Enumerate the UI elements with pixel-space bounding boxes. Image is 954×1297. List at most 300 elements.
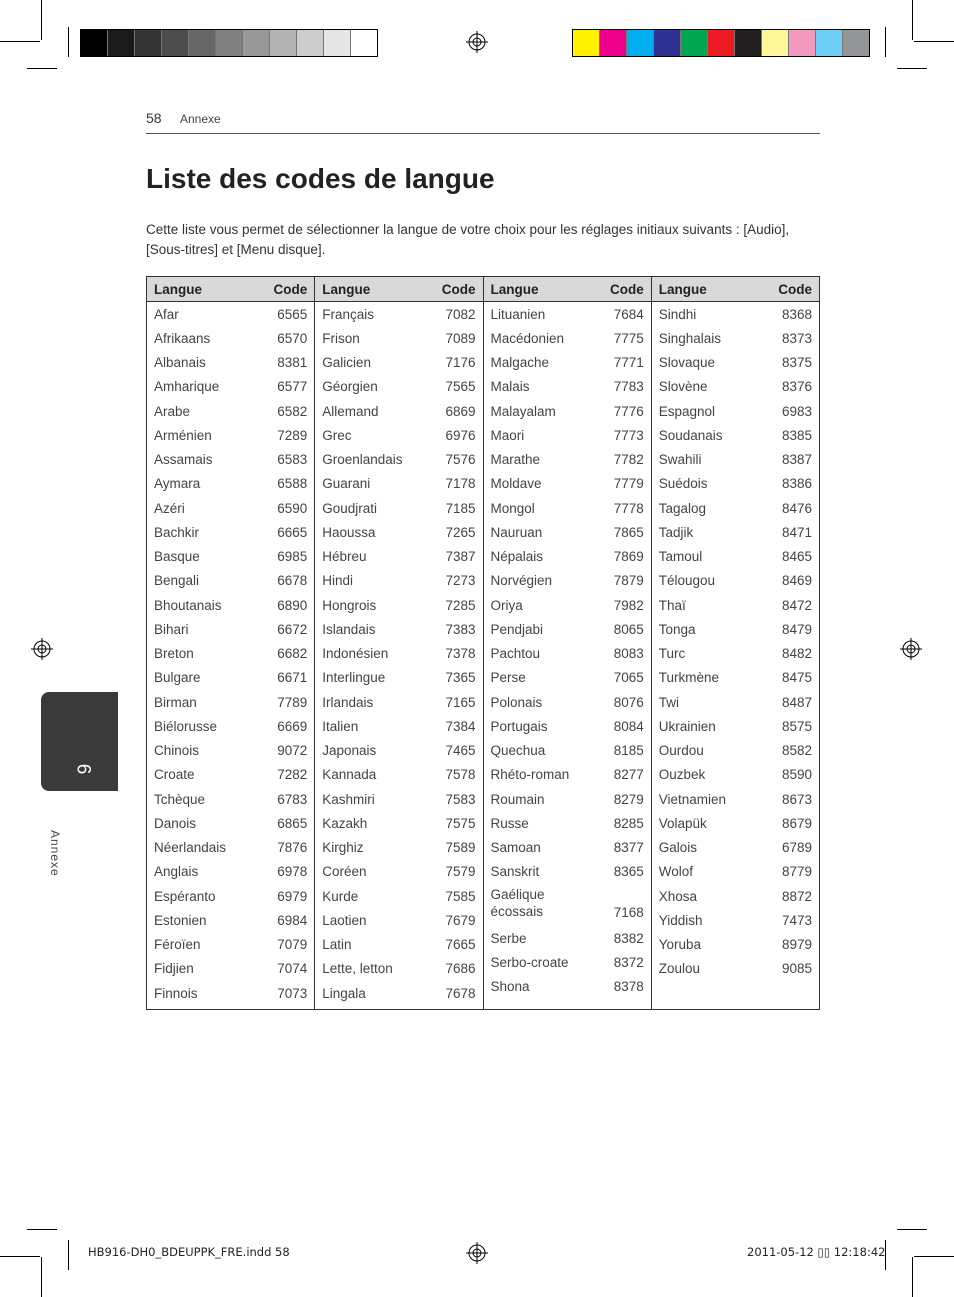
language-code: 8285	[613, 815, 644, 831]
language-name: Rhéto-roman	[490, 767, 570, 783]
table-header	[315, 277, 482, 302]
language-code: 6588	[277, 476, 308, 492]
language-name: Bengali	[154, 573, 200, 589]
table-row	[154, 642, 307, 666]
table-row	[659, 811, 812, 835]
table-column	[147, 277, 315, 1009]
table-row	[154, 714, 307, 738]
language-name: Singhalais	[658, 330, 722, 346]
footer-file: HB916-DH0_BDEUPPK_FRE.indd 58	[88, 1245, 290, 1259]
section-header: Annexe	[180, 112, 221, 126]
table-row	[322, 642, 475, 666]
language-name: Ouzbek	[658, 767, 706, 783]
language-name: Kazakh	[322, 815, 368, 831]
crop-mark	[897, 68, 927, 69]
language-code: 8375	[781, 355, 812, 371]
language-name: Tadjik	[658, 524, 694, 540]
language-code: 7679	[445, 912, 476, 928]
language-code: 8083	[613, 646, 644, 662]
swatch	[816, 30, 843, 56]
language-name: Albanais	[154, 355, 206, 371]
language-code: 7589	[445, 840, 476, 856]
language-name: Tamoul	[658, 549, 703, 565]
table-row	[154, 908, 307, 932]
language-name: Vietnamien	[658, 791, 727, 807]
table-row	[154, 884, 307, 908]
language-code: 8368	[781, 306, 812, 322]
language-name: Yoruba	[658, 937, 702, 953]
table-row	[491, 642, 644, 666]
language-name: Ukrainien	[658, 718, 716, 734]
language-code: 6978	[277, 864, 308, 880]
language-name: Chinois	[154, 743, 200, 759]
language-name: Guarani	[322, 476, 371, 492]
table-row	[154, 399, 307, 423]
table-row	[154, 326, 307, 350]
language-name: Samoan	[490, 840, 541, 856]
language-name: Galois	[658, 840, 698, 856]
crop-mark	[68, 1240, 69, 1270]
table-column	[652, 277, 819, 1009]
table-header	[147, 277, 314, 302]
language-code: 8582	[781, 743, 812, 759]
table-row	[659, 351, 812, 375]
table-row	[154, 593, 307, 617]
language-code: 7579	[445, 864, 476, 880]
swatch	[81, 30, 108, 56]
language-name: Finnois	[154, 985, 198, 1001]
language-name: Télougou	[658, 573, 716, 589]
table-row	[659, 593, 812, 617]
language-code: 7168	[613, 905, 644, 920]
language-code: 7383	[445, 621, 476, 637]
header-language: Langue	[490, 281, 539, 297]
language-code: 6789	[781, 840, 812, 856]
table-row	[322, 569, 475, 593]
language-code: 6983	[781, 403, 812, 419]
language-code: 6890	[277, 597, 308, 613]
table-row	[154, 981, 307, 1005]
language-name: Marathe	[490, 452, 541, 468]
language-code: 7773	[613, 427, 644, 443]
language-code: 7289	[277, 427, 308, 443]
language-code: 7876	[277, 840, 308, 856]
swatch	[654, 30, 681, 56]
language-code: 8065	[613, 621, 644, 637]
language-code: 6985	[277, 549, 308, 565]
language-code: 8673	[781, 791, 812, 807]
table-row	[322, 593, 475, 617]
table-row	[659, 690, 812, 714]
language-name: Macédonien	[490, 330, 565, 346]
table-row	[659, 302, 812, 326]
language-name: Sindhi	[658, 306, 697, 322]
chapter-label: Annexe	[48, 830, 62, 877]
table-column	[315, 277, 483, 1009]
language-code: 6583	[277, 452, 308, 468]
table-row	[154, 375, 307, 399]
crop-mark	[41, 0, 42, 40]
table-row	[322, 787, 475, 811]
language-name: Kashmiri	[322, 791, 375, 807]
table-row	[322, 836, 475, 860]
language-code: 7365	[445, 670, 476, 686]
language-code-table	[146, 276, 820, 1010]
swatch	[762, 30, 789, 56]
crop-mark	[41, 1257, 42, 1297]
crop-mark	[914, 1256, 954, 1257]
crop-mark	[912, 1257, 913, 1297]
language-name: Bachkir	[154, 524, 200, 540]
header-code: Code	[273, 281, 308, 297]
language-name: Népalais	[490, 549, 544, 565]
language-name: Portugais	[490, 718, 548, 734]
table-row	[491, 975, 644, 999]
table-row	[659, 326, 812, 350]
language-name: Arménien	[154, 427, 212, 443]
language-name: Espéranto	[154, 888, 216, 904]
language-code: 7779	[613, 476, 644, 492]
language-name: Frison	[322, 330, 360, 346]
language-name: Slovaque	[658, 355, 716, 371]
language-name: Oriya	[490, 597, 523, 613]
crop-mark	[897, 1229, 927, 1230]
language-name: Turkmène	[658, 670, 720, 686]
language-code: 6678	[277, 573, 308, 589]
table-row	[491, 617, 644, 641]
swatch	[135, 30, 162, 56]
language-code: 8382	[613, 930, 644, 946]
table-row	[659, 884, 812, 908]
language-code: 8387	[781, 452, 812, 468]
language-name: Swahili	[658, 452, 702, 468]
language-code: 7265	[445, 524, 476, 540]
table-row	[491, 836, 644, 860]
language-code: 8469	[781, 573, 812, 589]
language-name: Xhosa	[658, 888, 698, 904]
language-name: Pendjabi	[490, 621, 544, 637]
language-code: 9085	[781, 961, 812, 977]
language-name: Lituanien	[490, 306, 546, 322]
language-code: 8373	[781, 330, 812, 346]
table-row	[659, 496, 812, 520]
language-code: 7686	[445, 961, 476, 977]
language-code: 8377	[613, 840, 644, 856]
table-row	[154, 690, 307, 714]
language-code: 7578	[445, 767, 476, 783]
language-code: 7782	[613, 452, 644, 468]
footer-datetime: 2011-05-12 ▯▯ 12:18:42	[747, 1245, 886, 1259]
table-row	[322, 326, 475, 350]
swatch	[573, 30, 600, 56]
swatch	[789, 30, 816, 56]
language-name: Japonais	[322, 743, 377, 759]
table-row	[154, 496, 307, 520]
table-row	[491, 351, 644, 375]
table-row	[491, 666, 644, 690]
table-row	[322, 739, 475, 763]
language-name: Afrikaans	[154, 330, 211, 346]
language-name: Basque	[154, 549, 200, 565]
language-name: Bihari	[154, 621, 189, 637]
language-name: Wolof	[658, 864, 694, 880]
swatch	[162, 30, 189, 56]
table-row	[322, 811, 475, 835]
table-row	[491, 950, 644, 974]
language-code: 7778	[613, 500, 644, 516]
language-name: Volapük	[658, 815, 707, 831]
language-code: 8590	[781, 767, 812, 783]
language-name: Azéri	[154, 500, 185, 516]
table-row	[322, 763, 475, 787]
crop-mark	[914, 41, 954, 42]
table-row	[491, 714, 644, 738]
header-language: Langue	[322, 281, 371, 297]
language-name: Latin	[322, 937, 352, 953]
language-name: Tagalog	[658, 500, 707, 516]
language-code: 8679	[781, 815, 812, 831]
table-row	[659, 375, 812, 399]
language-name: Polonais	[490, 694, 543, 710]
language-name: Malayalam	[490, 403, 556, 419]
language-name: Nauruan	[490, 524, 543, 540]
language-name: Afar	[154, 306, 179, 322]
language-code: 7771	[613, 355, 644, 371]
language-code: 7789	[277, 694, 308, 710]
table-row	[322, 496, 475, 520]
language-code: 6682	[277, 646, 308, 662]
language-name: Bhoutanais	[154, 597, 222, 613]
language-code: 8376	[781, 379, 812, 395]
table-row	[491, 375, 644, 399]
language-name: Kirghiz	[322, 840, 364, 856]
table-row	[154, 836, 307, 860]
language-name: Shona	[490, 979, 530, 995]
language-code: 8479	[781, 621, 812, 637]
language-code: 8385	[781, 427, 812, 443]
language-code: 7387	[445, 549, 476, 565]
table-row	[491, 884, 644, 926]
table-row	[154, 763, 307, 787]
language-name: Biélorusse	[154, 718, 218, 734]
language-name: Néerlandais	[154, 840, 227, 856]
table-row	[154, 739, 307, 763]
table-row	[659, 908, 812, 932]
table-row	[322, 375, 475, 399]
language-name: Hongrois	[322, 597, 377, 613]
language-code: 7585	[445, 888, 476, 904]
language-name: Malais	[490, 379, 530, 395]
language-name: Pachtou	[490, 646, 541, 662]
swatch	[243, 30, 270, 56]
language-name: Estonien	[154, 912, 207, 928]
language-name: Goudjrati	[322, 500, 378, 516]
language-code: 8465	[781, 549, 812, 565]
table-row	[322, 399, 475, 423]
table-row	[154, 423, 307, 447]
language-code: 8279	[613, 791, 644, 807]
swatch	[108, 30, 135, 56]
language-code: 8386	[781, 476, 812, 492]
table-row	[659, 617, 812, 641]
language-code: 8084	[613, 718, 644, 734]
language-code: 8378	[613, 979, 644, 995]
table-row	[659, 933, 812, 957]
language-name: Mongol	[490, 500, 535, 516]
language-code: 8872	[781, 888, 812, 904]
table-row	[154, 811, 307, 835]
table-row	[154, 448, 307, 472]
language-name: Thaï	[658, 597, 686, 613]
table-row	[491, 496, 644, 520]
table-row	[491, 472, 644, 496]
table-row	[154, 351, 307, 375]
language-name: Lette, letton	[322, 961, 393, 977]
table-row	[154, 787, 307, 811]
language-code: 6665	[277, 524, 308, 540]
language-code: 7282	[277, 767, 308, 783]
table-row	[322, 884, 475, 908]
language-code: 7082	[445, 306, 476, 322]
language-code: 7576	[445, 452, 476, 468]
language-code: 6979	[277, 888, 308, 904]
language-name: Russe	[490, 815, 529, 831]
language-name: Hindi	[322, 573, 354, 589]
language-name: Français	[322, 306, 375, 322]
language-name: Grec	[322, 427, 352, 443]
language-name: Interlingue	[322, 670, 386, 686]
language-name: Zoulou	[658, 961, 701, 977]
registration-mark-icon	[466, 1242, 488, 1264]
table-row	[322, 448, 475, 472]
table-row	[154, 617, 307, 641]
language-code: 7879	[613, 573, 644, 589]
language-code: 6976	[445, 427, 476, 443]
language-code: 7783	[613, 379, 644, 395]
language-code: 8472	[781, 597, 812, 613]
language-code: 6865	[277, 815, 308, 831]
table-row	[659, 423, 812, 447]
table-row	[322, 472, 475, 496]
header-code: Code	[441, 281, 476, 297]
language-code: 7089	[445, 330, 476, 346]
swatch	[600, 30, 627, 56]
table-row	[322, 351, 475, 375]
language-code: 7775	[613, 330, 644, 346]
language-code: 6984	[277, 912, 308, 928]
table-row	[659, 448, 812, 472]
language-code: 7865	[613, 524, 644, 540]
table-row	[491, 763, 644, 787]
swatch	[189, 30, 216, 56]
language-name: Irlandais	[322, 694, 374, 710]
language-code: 7684	[613, 306, 644, 322]
table-row	[322, 957, 475, 981]
language-name: Serbe	[490, 930, 527, 946]
table-row	[322, 981, 475, 1005]
language-code: 7065	[613, 670, 644, 686]
header-code: Code	[610, 281, 644, 297]
language-name: Soudanais	[658, 427, 723, 443]
table-row	[322, 690, 475, 714]
table-row	[322, 617, 475, 641]
language-name: Allemand	[322, 403, 379, 419]
table-row	[322, 714, 475, 738]
language-name: Indonésien	[322, 646, 389, 662]
language-code: 6577	[277, 379, 308, 395]
language-code: 7982	[613, 597, 644, 613]
table-row	[491, 399, 644, 423]
table-row	[154, 569, 307, 593]
table-row	[659, 545, 812, 569]
language-code: 8979	[781, 937, 812, 953]
table-row	[491, 448, 644, 472]
language-code: 7273	[445, 573, 476, 589]
language-name: Danois	[154, 815, 197, 831]
table-row	[154, 520, 307, 544]
language-code: 6570	[277, 330, 308, 346]
language-name: Groenlandais	[322, 452, 403, 468]
table-row	[659, 763, 812, 787]
language-code: 8476	[781, 500, 812, 516]
table-row	[659, 520, 812, 544]
language-code: 8779	[781, 864, 812, 880]
language-code: 6590	[277, 500, 308, 516]
language-name: Géorgien	[322, 379, 378, 395]
crop-mark	[68, 27, 69, 57]
language-name: Tchèque	[154, 791, 206, 807]
language-code: 7583	[445, 791, 476, 807]
swatch	[351, 30, 377, 56]
language-code: 6565	[277, 306, 308, 322]
crop-mark	[27, 68, 57, 69]
language-name: Féroïen	[154, 937, 201, 953]
table-row	[659, 836, 812, 860]
language-name: Haoussa	[322, 524, 376, 540]
table-row	[322, 860, 475, 884]
language-code: 7565	[445, 379, 476, 395]
language-name: Bulgare	[154, 670, 201, 686]
swatch	[297, 30, 324, 56]
crop-mark	[27, 1229, 57, 1230]
language-name: Assamais	[154, 452, 213, 468]
language-name: Amharique	[154, 379, 220, 395]
registration-mark-icon	[31, 638, 53, 660]
table-row	[659, 642, 812, 666]
crop-mark	[0, 1256, 40, 1257]
swatch	[627, 30, 654, 56]
language-name: Aymara	[154, 476, 201, 492]
table-row	[659, 472, 812, 496]
swatch	[681, 30, 708, 56]
page-number: 58	[146, 110, 162, 126]
language-code: 8482	[781, 646, 812, 662]
language-code: 8471	[781, 524, 812, 540]
language-code: 7378	[445, 646, 476, 662]
language-code: 7473	[781, 912, 812, 928]
language-name: Kannada	[322, 767, 377, 783]
table-row	[322, 545, 475, 569]
crop-mark	[885, 27, 886, 57]
language-name: Moldave	[490, 476, 542, 492]
crop-mark	[0, 41, 40, 42]
chapter-number: 6	[72, 763, 94, 775]
table-row	[154, 957, 307, 981]
language-name: Italien	[322, 718, 359, 734]
swatch	[843, 30, 869, 56]
swatch	[216, 30, 243, 56]
language-code: 6669	[277, 718, 308, 734]
